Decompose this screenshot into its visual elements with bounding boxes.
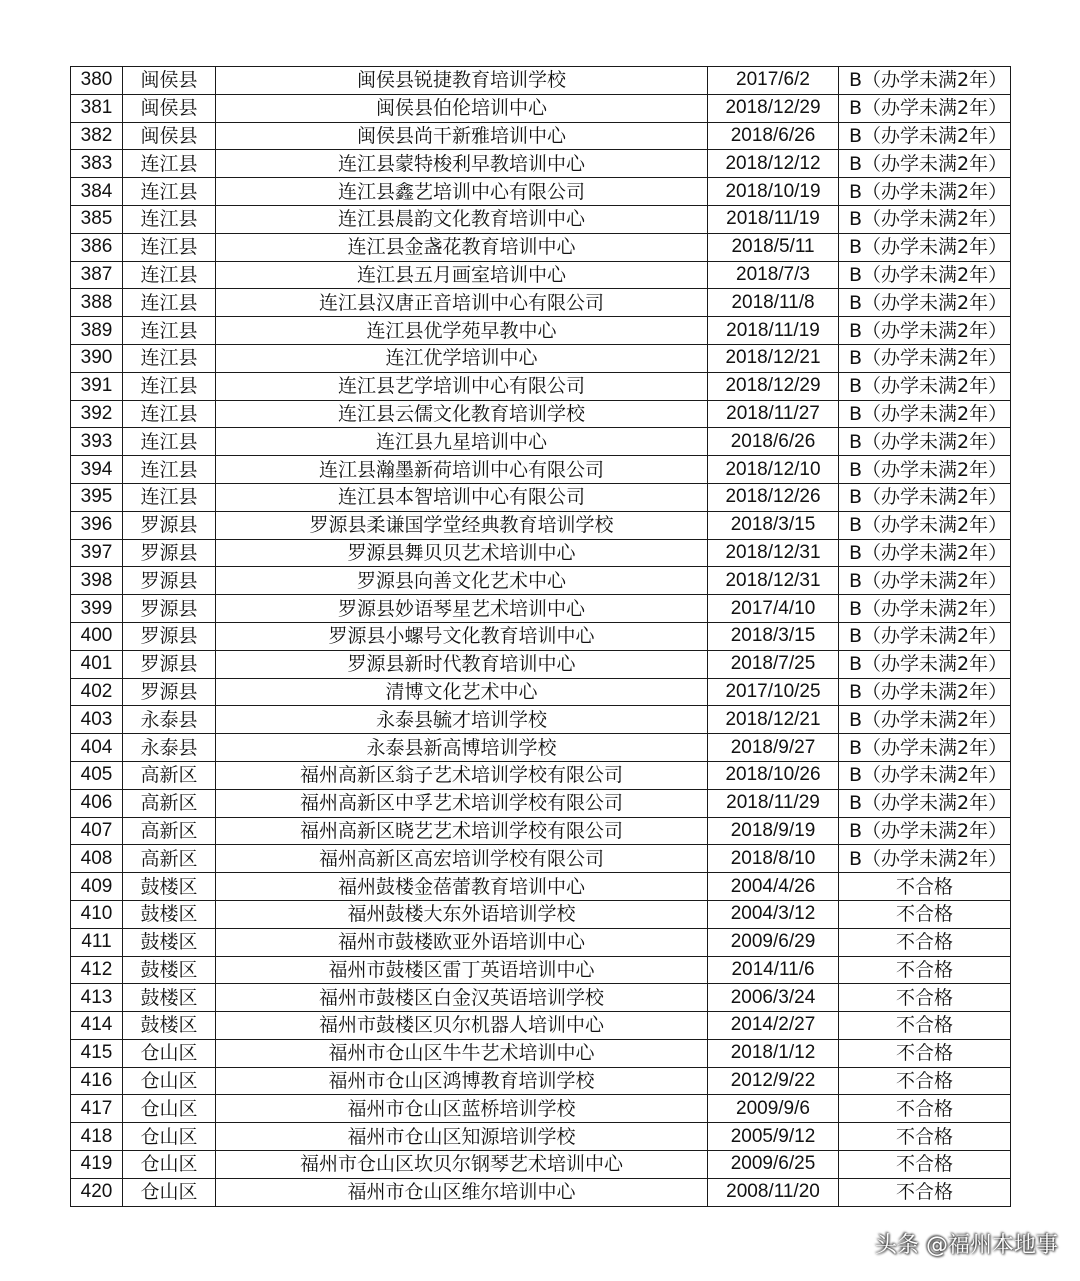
institution-name-cell: 闽侯县尚干新雅培训中心 <box>216 122 708 150</box>
status-cell: B（办学未满2年） <box>839 150 1011 178</box>
date-cell: 2018/6/26 <box>708 122 839 150</box>
table-row <box>71 344 1011 372</box>
status-cell: B（办学未满2年） <box>839 317 1011 345</box>
institution-name-cell: 福州市鼓楼区白金汉英语培训学校 <box>216 984 708 1012</box>
row-number-cell: 391 <box>71 372 123 400</box>
institution-name-cell: 连江县蒙特梭利早教培训中心 <box>216 150 708 178</box>
row-number-cell: 390 <box>71 344 123 372</box>
district-cell: 仓山区 <box>123 1151 216 1179</box>
district-cell: 连江县 <box>123 317 216 345</box>
watermark: 头条 @福州本地事 <box>875 1233 1058 1258</box>
table-row <box>71 289 1011 317</box>
institution-name-cell: 福州市仓山区鸿博教育培训学校 <box>216 1067 708 1095</box>
row-number-cell: 406 <box>71 789 123 817</box>
institution-name-cell: 连江县五月画室培训中心 <box>216 261 708 289</box>
date-cell: 2017/10/25 <box>708 678 839 706</box>
institution-name-cell: 罗源县妙语琴星艺术培训中心 <box>216 595 708 623</box>
institution-name-cell: 连江县汉唐正音培训中心有限公司 <box>216 289 708 317</box>
status-cell: 不合格 <box>839 873 1011 901</box>
date-cell: 2018/7/3 <box>708 261 839 289</box>
status-cell: B（办学未满2年） <box>839 94 1011 122</box>
table-row <box>71 400 1011 428</box>
district-cell: 罗源县 <box>123 622 216 650</box>
status-cell: B（办学未满2年） <box>839 845 1011 873</box>
date-cell: 2005/9/12 <box>708 1123 839 1151</box>
table-row <box>71 317 1011 345</box>
institution-name-cell: 连江县艺学培训中心有限公司 <box>216 372 708 400</box>
institution-name-cell: 福州市仓山区维尔培训中心 <box>216 1178 708 1206</box>
table-row <box>71 1123 1011 1151</box>
date-cell: 2018/9/19 <box>708 817 839 845</box>
table-row <box>71 789 1011 817</box>
district-cell: 仓山区 <box>123 1067 216 1095</box>
table-row <box>71 205 1011 233</box>
status-cell: B（办学未满2年） <box>839 567 1011 595</box>
table-row <box>71 94 1011 122</box>
table-row <box>71 900 1011 928</box>
table-row <box>71 67 1011 95</box>
table-row <box>71 650 1011 678</box>
district-cell: 罗源县 <box>123 539 216 567</box>
row-number-cell: 414 <box>71 1012 123 1040</box>
row-number-cell: 420 <box>71 1178 123 1206</box>
row-number-cell: 413 <box>71 984 123 1012</box>
status-cell: B（办学未满2年） <box>839 595 1011 623</box>
institution-name-cell: 福州市鼓楼欧亚外语培训中心 <box>216 928 708 956</box>
status-cell: 不合格 <box>839 1039 1011 1067</box>
institution-name-cell: 福州高新区晓艺艺术培训学校有限公司 <box>216 817 708 845</box>
district-cell: 罗源县 <box>123 567 216 595</box>
district-cell: 罗源县 <box>123 595 216 623</box>
row-number-cell: 393 <box>71 428 123 456</box>
date-cell: 2009/6/29 <box>708 928 839 956</box>
table-row <box>71 956 1011 984</box>
status-cell: 不合格 <box>839 1178 1011 1206</box>
date-cell: 2018/11/27 <box>708 400 839 428</box>
institution-name-cell: 连江优学培训中心 <box>216 344 708 372</box>
table-row <box>71 483 1011 511</box>
district-cell: 高新区 <box>123 761 216 789</box>
status-cell: B（办学未满2年） <box>839 67 1011 95</box>
table-row <box>71 928 1011 956</box>
table-row <box>71 150 1011 178</box>
date-cell: 2018/9/27 <box>708 734 839 762</box>
status-cell: B（办学未满2年） <box>839 622 1011 650</box>
status-cell: 不合格 <box>839 1012 1011 1040</box>
date-cell: 2004/3/12 <box>708 900 839 928</box>
status-cell: B（办学未满2年） <box>839 344 1011 372</box>
row-number-cell: 402 <box>71 678 123 706</box>
row-number-cell: 404 <box>71 734 123 762</box>
institution-name-cell: 闽侯县伯伦培训中心 <box>216 94 708 122</box>
row-number-cell: 418 <box>71 1123 123 1151</box>
status-cell: B（办学未满2年） <box>839 261 1011 289</box>
row-number-cell: 384 <box>71 178 123 206</box>
status-cell: B（办学未满2年） <box>839 400 1011 428</box>
date-cell: 2018/12/21 <box>708 344 839 372</box>
status-cell: B（办学未满2年） <box>839 205 1011 233</box>
district-cell: 仓山区 <box>123 1123 216 1151</box>
row-number-cell: 381 <box>71 94 123 122</box>
status-cell: B（办学未满2年） <box>839 761 1011 789</box>
institution-name-cell: 连江县金盏花教育培训中心 <box>216 233 708 261</box>
status-cell: B（办学未满2年） <box>839 817 1011 845</box>
institution-name-cell: 清博文化艺术中心 <box>216 678 708 706</box>
district-cell: 永泰县 <box>123 734 216 762</box>
date-cell: 2018/7/25 <box>708 650 839 678</box>
table-row <box>71 511 1011 539</box>
date-cell: 2017/4/10 <box>708 595 839 623</box>
district-cell: 连江县 <box>123 261 216 289</box>
status-cell: B（办学未满2年） <box>839 650 1011 678</box>
institution-name-cell: 永泰县毓才培训学校 <box>216 706 708 734</box>
status-cell: B（办学未满2年） <box>839 511 1011 539</box>
date-cell: 2018/12/31 <box>708 539 839 567</box>
institution-name-cell: 福州市仓山区牛牛艺术培训中心 <box>216 1039 708 1067</box>
row-number-cell: 388 <box>71 289 123 317</box>
district-cell: 罗源县 <box>123 511 216 539</box>
district-cell: 永泰县 <box>123 706 216 734</box>
row-number-cell: 387 <box>71 261 123 289</box>
date-cell: 2004/4/26 <box>708 873 839 901</box>
status-cell: B（办学未满2年） <box>839 122 1011 150</box>
row-number-cell: 397 <box>71 539 123 567</box>
district-cell: 连江县 <box>123 205 216 233</box>
table-row <box>71 1095 1011 1123</box>
row-number-cell: 401 <box>71 650 123 678</box>
date-cell: 2018/1/12 <box>708 1039 839 1067</box>
district-cell: 高新区 <box>123 845 216 873</box>
status-cell: 不合格 <box>839 1067 1011 1095</box>
status-cell: B（办学未满2年） <box>839 233 1011 261</box>
row-number-cell: 399 <box>71 595 123 623</box>
row-number-cell: 380 <box>71 67 123 95</box>
date-cell: 2018/10/26 <box>708 761 839 789</box>
status-cell: 不合格 <box>839 1095 1011 1123</box>
institution-name-cell: 连江县本智培训中心有限公司 <box>216 483 708 511</box>
status-cell: B（办学未满2年） <box>839 539 1011 567</box>
status-cell: B（办学未满2年） <box>839 456 1011 484</box>
date-cell: 2018/11/19 <box>708 205 839 233</box>
date-cell: 2017/6/2 <box>708 67 839 95</box>
table-row <box>71 845 1011 873</box>
date-cell: 2018/11/19 <box>708 317 839 345</box>
institution-name-cell: 连江县九星培训中心 <box>216 428 708 456</box>
row-number-cell: 389 <box>71 317 123 345</box>
institution-name-cell: 罗源县舞贝贝艺术培训中心 <box>216 539 708 567</box>
institution-name-cell: 福州高新区翁子艺术培训学校有限公司 <box>216 761 708 789</box>
row-number-cell: 403 <box>71 706 123 734</box>
institution-name-cell: 连江县鑫艺培训中心有限公司 <box>216 178 708 206</box>
institution-name-cell: 连江县瀚墨新荷培训中心有限公司 <box>216 456 708 484</box>
table-row <box>71 873 1011 901</box>
date-cell: 2018/11/8 <box>708 289 839 317</box>
records-table-body <box>71 67 1011 1207</box>
row-number-cell: 395 <box>71 483 123 511</box>
date-cell: 2018/5/11 <box>708 233 839 261</box>
date-cell: 2018/11/29 <box>708 789 839 817</box>
institution-name-cell: 福州高新区高宏培训学校有限公司 <box>216 845 708 873</box>
institution-name-cell: 罗源县向善文化艺术中心 <box>216 567 708 595</box>
date-cell: 2018/12/26 <box>708 483 839 511</box>
table-row <box>71 1067 1011 1095</box>
district-cell: 闽侯县 <box>123 122 216 150</box>
status-cell: B（办学未满2年） <box>839 678 1011 706</box>
district-cell: 罗源县 <box>123 650 216 678</box>
status-cell: B（办学未满2年） <box>839 428 1011 456</box>
date-cell: 2018/12/29 <box>708 94 839 122</box>
institution-name-cell: 永泰县新高博培训学校 <box>216 734 708 762</box>
row-number-cell: 411 <box>71 928 123 956</box>
status-cell: B（办学未满2年） <box>839 372 1011 400</box>
status-cell: B（办学未满2年） <box>839 789 1011 817</box>
table-row <box>71 1039 1011 1067</box>
institution-name-cell: 福州市鼓楼区贝尔机器人培训中心 <box>216 1012 708 1040</box>
table-row <box>71 539 1011 567</box>
row-number-cell: 385 <box>71 205 123 233</box>
date-cell: 2018/12/31 <box>708 567 839 595</box>
district-cell: 鼓楼区 <box>123 956 216 984</box>
status-cell: 不合格 <box>839 900 1011 928</box>
district-cell: 罗源县 <box>123 678 216 706</box>
district-cell: 连江县 <box>123 344 216 372</box>
institution-name-cell: 福州鼓楼大东外语培训学校 <box>216 900 708 928</box>
table-row <box>71 761 1011 789</box>
table-row <box>71 984 1011 1012</box>
date-cell: 2018/3/15 <box>708 511 839 539</box>
row-number-cell: 398 <box>71 567 123 595</box>
row-number-cell: 394 <box>71 456 123 484</box>
date-cell: 2009/6/25 <box>708 1151 839 1179</box>
institution-name-cell: 连江县晨韵文化教育培训中心 <box>216 205 708 233</box>
date-cell: 2009/9/6 <box>708 1095 839 1123</box>
row-number-cell: 412 <box>71 956 123 984</box>
date-cell: 2018/12/10 <box>708 456 839 484</box>
district-cell: 鼓楼区 <box>123 900 216 928</box>
row-number-cell: 409 <box>71 873 123 901</box>
district-cell: 闽侯县 <box>123 67 216 95</box>
date-cell: 2018/8/10 <box>708 845 839 873</box>
district-cell: 鼓楼区 <box>123 1012 216 1040</box>
institution-name-cell: 福州市仓山区坎贝尔钢琴艺术培训中心 <box>216 1151 708 1179</box>
district-cell: 连江县 <box>123 233 216 261</box>
status-cell: B（办学未满2年） <box>839 483 1011 511</box>
row-number-cell: 415 <box>71 1039 123 1067</box>
row-number-cell: 386 <box>71 233 123 261</box>
table-row <box>71 678 1011 706</box>
district-cell: 连江县 <box>123 428 216 456</box>
row-number-cell: 410 <box>71 900 123 928</box>
district-cell: 高新区 <box>123 817 216 845</box>
district-cell: 连江县 <box>123 456 216 484</box>
district-cell: 连江县 <box>123 400 216 428</box>
institution-name-cell: 连江县云儒文化教育培训学校 <box>216 400 708 428</box>
institution-name-cell: 罗源县柔谦国学堂经典教育培训学校 <box>216 511 708 539</box>
status-cell: 不合格 <box>839 956 1011 984</box>
status-cell: B（办学未满2年） <box>839 178 1011 206</box>
district-cell: 仓山区 <box>123 1178 216 1206</box>
district-cell: 高新区 <box>123 789 216 817</box>
table-row <box>71 1012 1011 1040</box>
row-number-cell: 400 <box>71 622 123 650</box>
district-cell: 连江县 <box>123 150 216 178</box>
date-cell: 2014/11/6 <box>708 956 839 984</box>
district-cell: 鼓楼区 <box>123 928 216 956</box>
status-cell: 不合格 <box>839 1151 1011 1179</box>
district-cell: 仓山区 <box>123 1095 216 1123</box>
district-cell: 闽侯县 <box>123 94 216 122</box>
date-cell: 2008/11/20 <box>708 1178 839 1206</box>
date-cell: 2012/9/22 <box>708 1067 839 1095</box>
status-cell: B（办学未满2年） <box>839 706 1011 734</box>
district-cell: 连江县 <box>123 372 216 400</box>
row-number-cell: 383 <box>71 150 123 178</box>
table-row <box>71 567 1011 595</box>
date-cell: 2014/2/27 <box>708 1012 839 1040</box>
records-table <box>70 66 1011 1207</box>
table-row <box>71 456 1011 484</box>
row-number-cell: 408 <box>71 845 123 873</box>
date-cell: 2018/12/29 <box>708 372 839 400</box>
institution-name-cell: 福州市鼓楼区雷丁英语培训中心 <box>216 956 708 984</box>
date-cell: 2018/12/12 <box>708 150 839 178</box>
district-cell: 连江县 <box>123 178 216 206</box>
date-cell: 2018/6/26 <box>708 428 839 456</box>
status-cell: 不合格 <box>839 928 1011 956</box>
row-number-cell: 417 <box>71 1095 123 1123</box>
district-cell: 鼓楼区 <box>123 873 216 901</box>
district-cell: 连江县 <box>123 289 216 317</box>
institution-name-cell: 闽侯县锐捷教育培训学校 <box>216 67 708 95</box>
table-row <box>71 372 1011 400</box>
date-cell: 2006/3/24 <box>708 984 839 1012</box>
institution-name-cell: 罗源县小螺号文化教育培训中心 <box>216 622 708 650</box>
table-row <box>71 817 1011 845</box>
institution-name-cell: 连江县优学苑早教中心 <box>216 317 708 345</box>
row-number-cell: 382 <box>71 122 123 150</box>
date-cell: 2018/10/19 <box>708 178 839 206</box>
table-row <box>71 1151 1011 1179</box>
table-row <box>71 122 1011 150</box>
row-number-cell: 419 <box>71 1151 123 1179</box>
institution-name-cell: 福州鼓楼金蓓蕾教育培训中心 <box>216 873 708 901</box>
table-row <box>71 178 1011 206</box>
district-cell: 仓山区 <box>123 1039 216 1067</box>
row-number-cell: 416 <box>71 1067 123 1095</box>
status-cell: B（办学未满2年） <box>839 734 1011 762</box>
institution-name-cell: 罗源县新时代教育培训中心 <box>216 650 708 678</box>
date-cell: 2018/3/15 <box>708 622 839 650</box>
table-row <box>71 595 1011 623</box>
row-number-cell: 392 <box>71 400 123 428</box>
table-row <box>71 1178 1011 1206</box>
table-row <box>71 233 1011 261</box>
row-number-cell: 405 <box>71 761 123 789</box>
table-row <box>71 428 1011 456</box>
status-cell: 不合格 <box>839 984 1011 1012</box>
date-cell: 2018/12/21 <box>708 706 839 734</box>
institution-name-cell: 福州市仓山区蓝桥培训学校 <box>216 1095 708 1123</box>
row-number-cell: 407 <box>71 817 123 845</box>
institution-name-cell: 福州市仓山区知源培训学校 <box>216 1123 708 1151</box>
table-row <box>71 261 1011 289</box>
table-row <box>71 706 1011 734</box>
table-row <box>71 622 1011 650</box>
district-cell: 鼓楼区 <box>123 984 216 1012</box>
status-cell: B（办学未满2年） <box>839 289 1011 317</box>
row-number-cell: 396 <box>71 511 123 539</box>
institution-name-cell: 福州高新区中孚艺术培训学校有限公司 <box>216 789 708 817</box>
status-cell: 不合格 <box>839 1123 1011 1151</box>
district-cell: 连江县 <box>123 483 216 511</box>
table-row <box>71 734 1011 762</box>
